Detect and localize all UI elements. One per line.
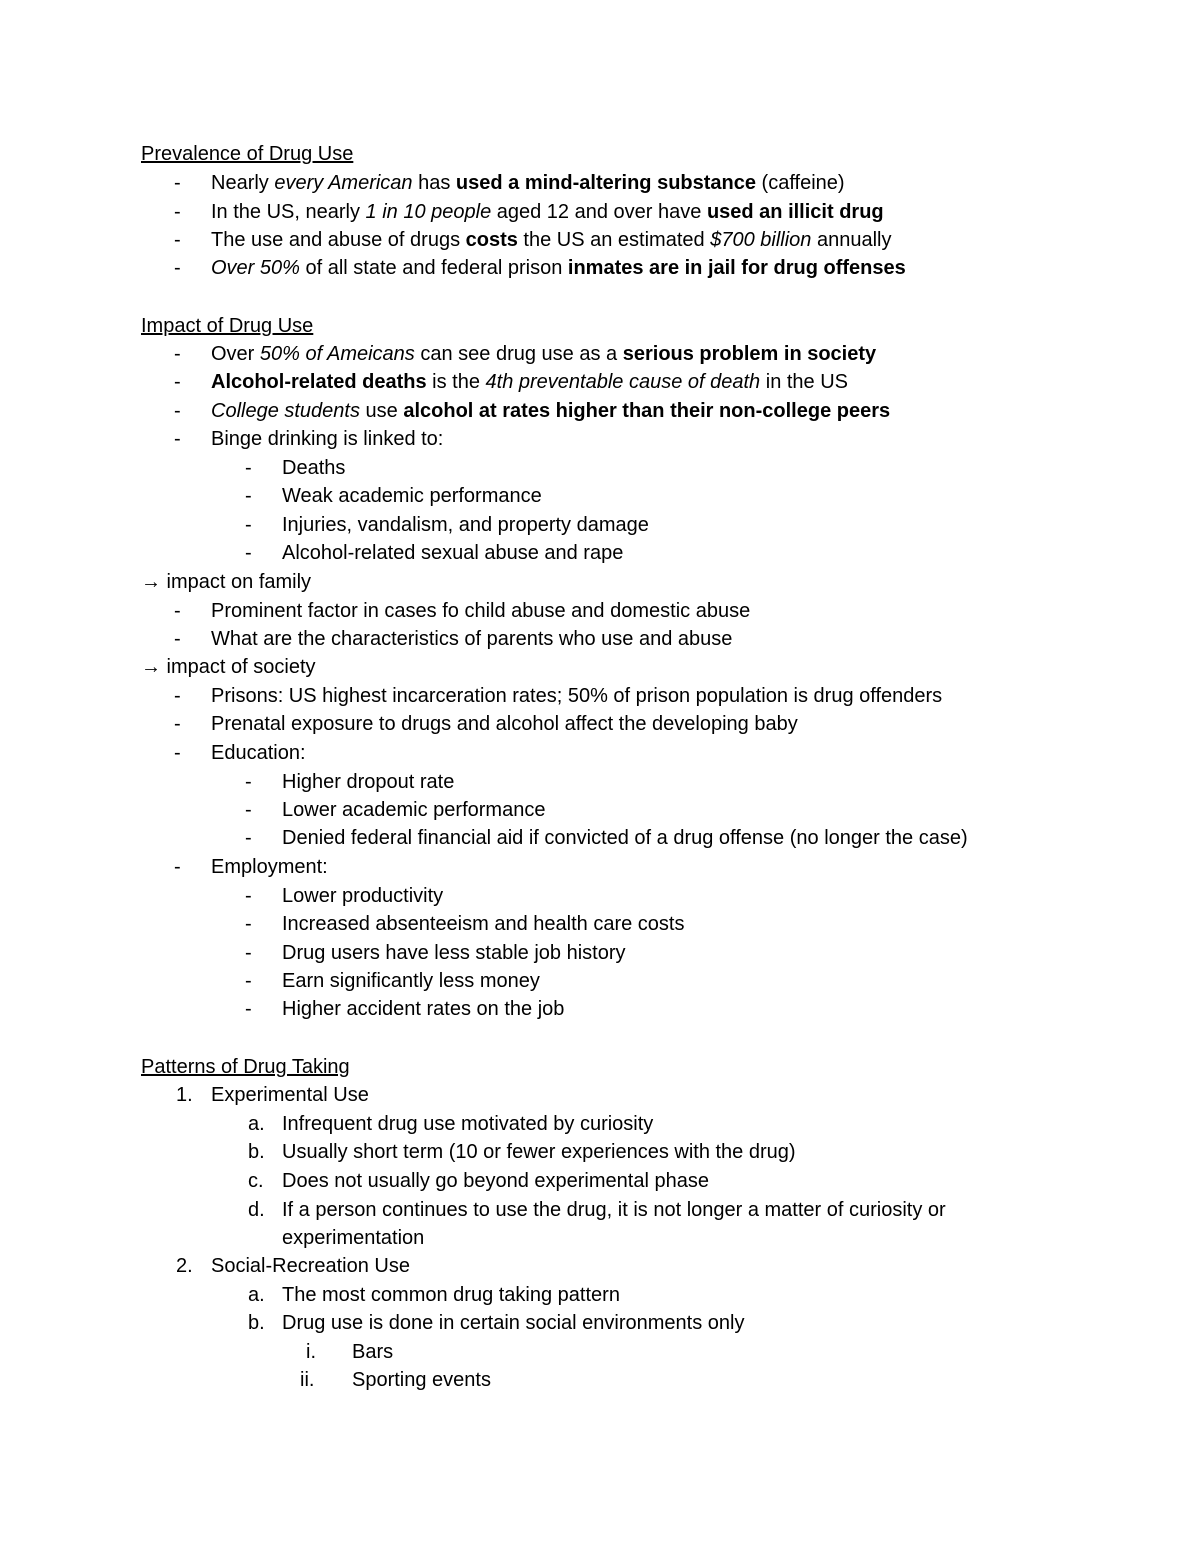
lettered-item-text: The most common drug taking pattern <box>282 1284 620 1306</box>
list-item-text: The use and abuse of drugs costs the US an estimated $700 billion annually <box>211 229 892 251</box>
list-item-text: Prenatal exposure to drugs and alcohol affect the developing baby <box>211 713 798 735</box>
impact-society-label: → impact of society <box>141 656 316 678</box>
sub-list-item-text: Injuries, vandalism, and property damage <box>282 514 649 536</box>
bullet-dash: - <box>245 827 252 849</box>
bullet-dash: - <box>245 514 252 536</box>
bullet-dash: - <box>174 856 181 878</box>
bullet-dash: - <box>174 400 181 422</box>
list-item-text: Binge drinking is linked to: <box>211 428 444 450</box>
roman-item-text: Bars <box>352 1341 394 1363</box>
bullet-dash: - <box>174 229 181 251</box>
sub-list-item-text: Earn significantly less money <box>282 970 540 992</box>
bullet-dash: - <box>245 771 252 793</box>
list-letter: d. <box>248 1199 265 1221</box>
list-item-text: Over 50% of all state and federal prison inmates are in jail for drug offenses <box>211 257 906 279</box>
list-item-text: What are the characteristics of parents who use and abuse <box>211 628 733 650</box>
list-item-text: Over 50% of Ameicans can see drug use as a serious problem in society <box>211 343 877 365</box>
section-heading-impact: Impact of Drug Use <box>141 315 314 337</box>
sub-list-item-text: Denied federal financial aid if convicted of a drug offense (no longer the case) <box>282 827 968 849</box>
sub-list-item-text: Higher dropout rate <box>282 771 455 793</box>
bullet-dash: - <box>245 485 252 507</box>
bullet-dash: - <box>174 628 181 650</box>
bullet-dash: - <box>174 428 181 450</box>
list-item-text: Prominent factor in cases fo child abuse and domestic abuse <box>211 600 751 622</box>
list-item-text: Employment: <box>211 856 328 878</box>
list-item-text: Education: <box>211 742 306 764</box>
bullet-dash: - <box>245 998 252 1020</box>
list-item-text: Prisons: US highest incarceration rates; 50% of prison population is drug offenders <box>211 685 943 707</box>
bullet-dash: - <box>174 371 181 393</box>
lettered-item-text: experimentation <box>282 1227 425 1249</box>
sub-list-item-text: Weak academic performance <box>282 485 542 507</box>
list-letter: b. <box>248 1141 265 1163</box>
list-letter: a. <box>248 1284 265 1306</box>
sub-list-item-text: Drug users have less stable job history <box>282 942 626 964</box>
bullet-dash: - <box>174 172 181 194</box>
bullet-dash: - <box>245 457 252 479</box>
sub-list-item-text: Lower academic performance <box>282 799 546 821</box>
lettered-item-text: Infrequent drug use motivated by curiosity <box>282 1113 654 1135</box>
section-heading-patterns: Patterns of Drug Taking <box>141 1056 350 1078</box>
roman-item-text: Sporting events <box>352 1369 491 1391</box>
list-item-text: Alcohol-related deaths is the 4th preventable cause of death in the US <box>211 371 849 393</box>
list-number: 2. <box>176 1255 193 1277</box>
bullet-dash: - <box>245 913 252 935</box>
bullet-dash: - <box>174 600 181 622</box>
bullet-dash: - <box>245 942 252 964</box>
bullet-dash: - <box>174 742 181 764</box>
bullet-dash: - <box>245 970 252 992</box>
bullet-dash: - <box>174 713 181 735</box>
lettered-item-text: If a person continues to use the drug, it is not longer a matter of curiosity or <box>282 1199 946 1221</box>
sub-list-item-text: Higher accident rates on the job <box>282 998 565 1020</box>
list-item-text: In the US, nearly 1 in 10 people aged 12 and over have used an illicit drug <box>211 201 884 223</box>
list-letter: c. <box>248 1170 264 1192</box>
bullet-dash: - <box>245 799 252 821</box>
list-number: 1. <box>176 1084 193 1106</box>
bullet-dash: - <box>174 685 181 707</box>
bullet-dash: - <box>245 885 252 907</box>
lettered-item-text: Usually short term (10 or fewer experiences with the drug) <box>282 1141 796 1163</box>
bullet-dash: - <box>174 201 181 223</box>
numbered-item-text: Social-Recreation Use <box>211 1255 410 1277</box>
sub-list-item-text: Deaths <box>282 457 346 479</box>
bullet-dash: - <box>245 542 252 564</box>
lettered-item-text: Does not usually go beyond experimental phase <box>282 1170 709 1192</box>
list-roman: i. <box>306 1341 316 1363</box>
numbered-item-text: Experimental Use <box>211 1084 369 1106</box>
sub-list-item-text: Lower productivity <box>282 885 444 907</box>
sub-list-item-text: Alcohol-related sexual abuse and rape <box>282 542 624 564</box>
list-roman: ii. <box>300 1369 315 1391</box>
impact-family-label: → impact on family <box>141 571 312 593</box>
sub-list-item-text: Increased absenteeism and health care costs <box>282 913 685 935</box>
list-item-text: College students use alcohol at rates higher than their non-college peers <box>211 400 891 422</box>
section-heading-prevalence: Prevalence of Drug Use <box>141 143 354 165</box>
list-letter: b. <box>248 1312 265 1334</box>
list-item-text: Nearly every American has used a mind-altering substance (caffeine) <box>211 172 845 194</box>
bullet-dash: - <box>174 343 181 365</box>
lettered-item-text: Drug use is done in certain social environments only <box>282 1312 745 1334</box>
bullet-dash: - <box>174 257 181 279</box>
list-letter: a. <box>248 1113 265 1135</box>
